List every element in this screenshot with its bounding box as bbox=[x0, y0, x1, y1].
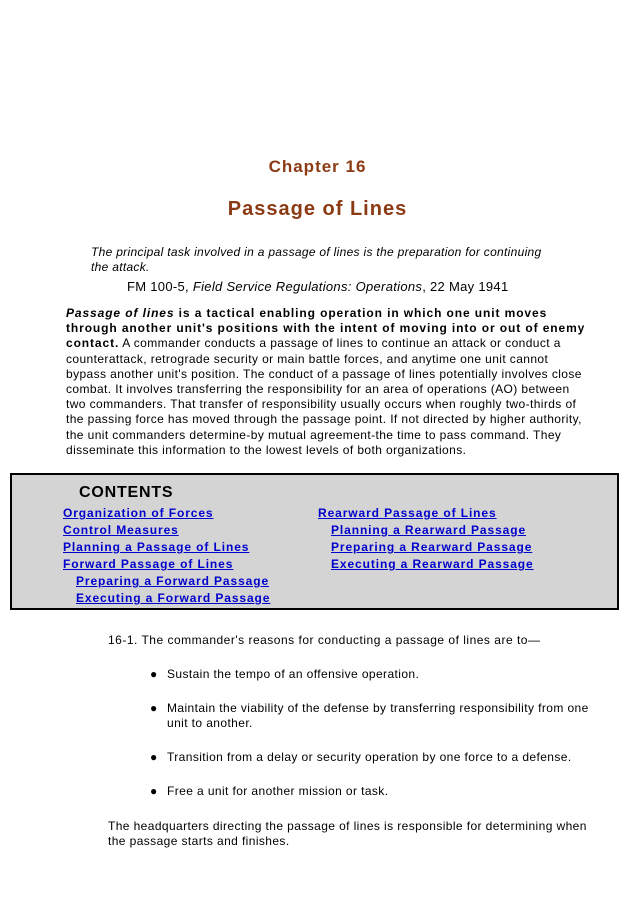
chapter-number: Chapter 16 bbox=[268, 157, 367, 176]
contents-box bbox=[10, 473, 619, 610]
chapter-title: Passage of Lines bbox=[227, 198, 408, 220]
toc-link-planning-passage-of-lines[interactable]: Planning a Passage of Lines bbox=[63, 540, 250, 554]
toc-link-control-measures[interactable]: Control Measures bbox=[63, 523, 179, 537]
contents-title: CONTENTS bbox=[79, 484, 174, 501]
paragraph-16-1: 16-1. The commander's reasons for conducting a passage of lines are to— bbox=[108, 633, 541, 647]
intro-lead-term: Passage of lines bbox=[66, 306, 175, 320]
list-item-text: Free a unit for another mission or task. bbox=[167, 784, 389, 798]
intro-lead-rest: is a tactical enabling operation in which one unit moves through another unit's positions with the intent of moving into or out of enemy contact. bbox=[66, 306, 586, 351]
epigraph-quote: The principal task involved in a passage of lines is the preparation for continuing the attack. bbox=[91, 245, 542, 274]
bullet-icon: ● bbox=[150, 701, 158, 715]
contents-left-column bbox=[63, 505, 270, 607]
bullet-icon: ● bbox=[150, 784, 158, 798]
toc-link-rearward-passage-of-lines[interactable]: Rearward Passage of Lines bbox=[318, 506, 497, 520]
list-item-text: Maintain the viability of the defense by transferring responsibility from one unit to another. bbox=[167, 701, 589, 730]
list-item bbox=[150, 701, 610, 731]
list-item bbox=[150, 667, 610, 682]
closing-paragraph: The headquarters directing the passage of lines is responsible for determining when the passage starts and finishes. bbox=[108, 819, 587, 848]
intro-body: A commander conducts a passage of lines to continue an attack or conduct a counterattack, retrograde security or main battle forces, and anytime one unit cannot bypass another unit's position. The conduct of a passage of lines potentially involves close combat. It involves transferring the responsibility for an area of operations (AO) between two commanders. That transfer of responsibility usually occurs when roughly two-thirds of the passing force has moved through the passage point. If not directed by higher authority, the unit commanders determine-by mutual agreement-the time to pass command. They disseminate this information to the lowest levels of both organizations. bbox=[66, 336, 582, 457]
list-item bbox=[150, 750, 610, 765]
toc-link-executing-forward-passage[interactable]: Executing a Forward Passage bbox=[76, 591, 271, 605]
epigraph-source-prefix: FM 100-5, bbox=[127, 279, 193, 294]
epigraph-source-title: Field Service Regulations: Operations bbox=[192, 279, 423, 294]
toc-link-organization-of-forces[interactable]: Organization of Forces bbox=[63, 506, 214, 520]
epigraph-source bbox=[127, 279, 508, 294]
bullet-icon: ● bbox=[150, 667, 158, 681]
toc-link-preparing-rearward-passage[interactable]: Preparing a Rearward Passage bbox=[331, 540, 533, 554]
epigraph-source-suffix: , 22 May 1941 bbox=[422, 279, 509, 294]
toc-link-forward-passage-of-lines[interactable]: Forward Passage of Lines bbox=[63, 557, 234, 571]
toc-link-planning-rearward-passage[interactable]: Planning a Rearward Passage bbox=[331, 523, 527, 537]
reasons-list bbox=[150, 667, 610, 818]
intro-paragraph bbox=[66, 306, 586, 458]
toc-link-executing-rearward-passage[interactable]: Executing a Rearward Passage bbox=[331, 557, 534, 571]
list-item-text: Transition from a delay or security operation by one force to a defense. bbox=[167, 750, 572, 764]
bullet-icon: ● bbox=[150, 750, 158, 764]
list-item bbox=[150, 784, 610, 799]
contents-right-column bbox=[318, 505, 534, 573]
list-item-text: Sustain the tempo of an offensive operation. bbox=[167, 667, 420, 681]
toc-link-preparing-forward-passage[interactable]: Preparing a Forward Passage bbox=[76, 574, 270, 588]
